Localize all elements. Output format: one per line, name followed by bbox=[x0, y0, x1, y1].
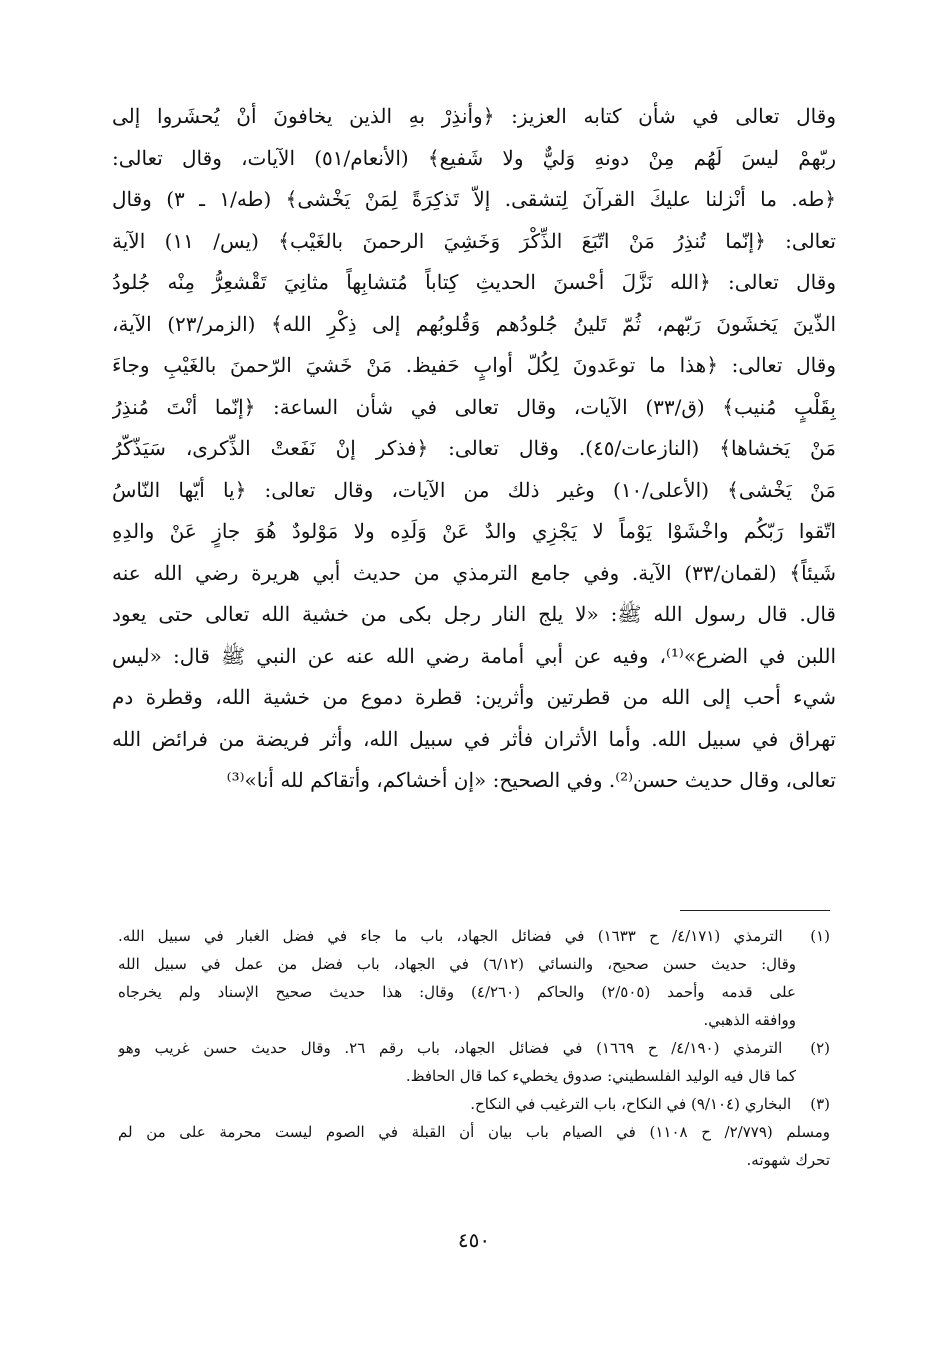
footnote-1 bbox=[118, 922, 830, 1034]
body-line: تهراق في سبيل الله. وأما الأثران فأثر في سبيل الله، وأثر فريضة من فرائض الله bbox=[112, 726, 836, 751]
body-line: الذّينَ يَخشَونَ رَبّهم، ثُمّ تَلينُ جُلودُهم وَقُلوبُهم إلى ذِكْرِ الله﴾ (الزمر/٢٣) الآية، bbox=[112, 311, 836, 336]
body-line: اللبن في الضرع»⁽¹⁾، وفيه عن أبي أمامة رضي الله عنه عن النبي ﷺ قال: «ليس bbox=[112, 643, 836, 668]
body-line: قال. قال رسول الله ﷺ: «لا يلج النار رجل بكى من خشية الله تعالى حتى يعود bbox=[112, 602, 836, 626]
footnote-line: كما قال فيه الوليد الفلسطيني: صدوق يخطيء كما قال الحافظ. bbox=[405, 1067, 796, 1085]
footnote-2 bbox=[118, 1034, 830, 1090]
footnote-line: ووافقه الذهبي. bbox=[703, 1011, 796, 1029]
body-line: وقال تعالى: ﴿الله نَزَّلَ أحْسنَ الحديثِ كِتاباً مُتشابِهاً مثانِيَ تَقْشعِرُّ مِنْه جُلودُ bbox=[112, 270, 836, 294]
footnote-line: تحرك شهوته. bbox=[746, 1151, 830, 1169]
footnote-line: وقال: حديث حسن صحيح، والنسائي (٦/١٢) في الجهاد، باب فضل من عمل في سبيل الله bbox=[118, 955, 797, 973]
body-line: شيء أحب إلى الله من قطرتين وأثرين: قطرة دموع من خشية الله، وقطرة دم bbox=[112, 685, 836, 709]
body-line: شَيئاً﴾ (لقمان/٣٣) الآية. وفي جامع الترمذي من حديث أبي هريرة رضي الله عنه bbox=[112, 560, 836, 585]
footnote-line: الترمذي (٤/١٩٠/ ح ١٦٦٩) في فضائل الجهاد، باب رقم ٢٦. وقال حديث حسن غريب وهو bbox=[118, 1039, 783, 1057]
footnote-line: الترمذي (٤/١٧١/ ح ١٦٣٣) في فضائل الجهاد، باب ما جاء في فضل الغبار في سبيل الله. bbox=[118, 927, 783, 945]
footnote-3 bbox=[118, 1090, 830, 1174]
body-line: مَنْ يَخشاها﴾ (النازعات/٤٥). وقال تعالى: ﴿فذكر إنْ نَفَعتْ الذِّكرى، سَيَذّكّرُ bbox=[112, 436, 836, 460]
body-line: مَنْ يَخْشى﴾ (الأعلى/١٠) وغير ذلك من الآيات، وقال تعالى: ﴿يا أيّها النّاسُ bbox=[112, 477, 836, 502]
footnote-number: (٢) bbox=[810, 1039, 830, 1057]
footnote-line: ومسلم (٢/٧٧٩/ ح ١١٠٨) في الصيام باب بيان أن القبلة في الصوم ليست محرمة على من لم bbox=[118, 1123, 830, 1141]
body-line: بِقَلْبٍ مُنيب﴾ (ق/٣٣) الآيات، وقال تعالى في شأن الساعة: ﴿إنّما أنْتَ مُنذِرُ bbox=[112, 394, 836, 419]
body-line: ﴿طه. ما أنْزلنا عليكَ القرآنَ لِتشقى. إلاّ تَذكِرَةً لِمَنْ يَخْشى﴾ (طه/١ ـ ٣) وقال bbox=[112, 187, 836, 211]
body-text bbox=[112, 96, 836, 802]
body-line: وقال تعالى في شأن كتابه العزيز: ﴿وأنذِرْ بهِ الذين يخافونَ أنْ يُحشَروا إلى bbox=[112, 104, 836, 128]
footnote-line: على قدمه وأحمد (٢/٥٠٥) والحاكم (٤/٢٦٠) وقال: هذا حديث صحيح الإسناد ولم يخرجاه bbox=[118, 983, 796, 1001]
footnotes bbox=[118, 922, 830, 1174]
body-line: تعالى: ﴿إنّما تُنذِرُ مَنْ اتّبَعَ الذِّكْرَ وَخَشِيَ الرحمنَ بالغَيْب﴾ (يس/ ١١) الآية bbox=[112, 228, 836, 253]
body-line: تعالى، وقال حديث حسن⁽²⁾. وفي الصحيح: «إن أخشاكم، وأتقاكم لله أنا»⁽³⁾ bbox=[226, 768, 836, 792]
footnote-number: (٣) bbox=[810, 1095, 830, 1113]
body-line: ربّهمْ ليسَ لَهُم مِنْ دونهِ وَليٌّ ولا شَفيع﴾ (الأنعام/٥١) الآيات، وقال تعالى: bbox=[112, 145, 836, 170]
footnote-number: (١) bbox=[810, 927, 830, 945]
footnote-divider bbox=[680, 910, 830, 911]
body-line: وقال تعالى: ﴿هذا ما توعَدونَ لِكُلّ أوابٍ حَفيظ. مَنْ خَشيَ الرّحمنَ بالغَيْبِ وجاءَ bbox=[112, 353, 836, 377]
footnote-line: البخاري (٩/١٠٤) في النكاح، باب الترغيب في النكاح. bbox=[470, 1095, 792, 1113]
body-line: اتّقوا رَبّكُم واخْشَوْا يَوْماً لا يَجْزِي والدٌ عَنْ وَلَدِه ولا مَوْلودٌ هُوَ جازٍ عَنْ والدِهِ bbox=[112, 519, 836, 543]
page-number: ٤٥٠ bbox=[457, 1228, 491, 1252]
